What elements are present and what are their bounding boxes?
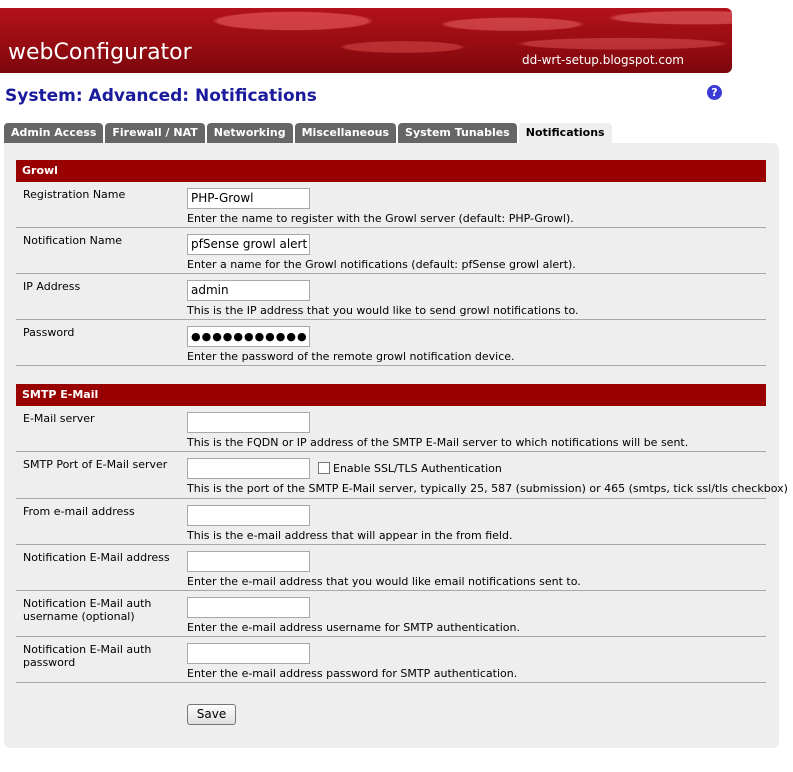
from-address-input[interactable]: [187, 505, 310, 526]
from-address-row: [16, 499, 766, 545]
smtp-port-row: [16, 452, 788, 499]
auth-password-input[interactable]: [187, 643, 310, 664]
smtp-section-header: SMTP E-Mail: [16, 384, 766, 406]
tab-miscellaneous[interactable]: Miscellaneous: [295, 123, 396, 143]
page-title: System: Advanced: Notifications: [5, 86, 317, 106]
ip-address-row: [16, 274, 766, 320]
ssl-tls-checkbox[interactable]: [318, 462, 330, 474]
registration-name-row: [16, 182, 766, 228]
registration-name-input[interactable]: PHP-Growl: [187, 188, 310, 209]
notification-email-input[interactable]: [187, 551, 310, 572]
notification-name-desc: Enter a name for the Growl notifications (default: pfSense growl alert).: [187, 258, 576, 271]
ip-address-label: IP Address: [23, 280, 81, 293]
tab-notifications[interactable]: Notifications: [519, 123, 612, 144]
ssl-tls-checkbox-label: Enable SSL/TLS Authentication: [333, 462, 502, 475]
auth-username-row: [16, 591, 766, 637]
smtp-port-label: SMTP Port of E-Mail server: [23, 458, 168, 471]
auth-username-desc: Enter the e-mail address username for SMTP authentication.: [187, 621, 520, 634]
growl-section-header: Growl: [16, 160, 766, 182]
notification-email-label: Notification E-Mail address: [23, 551, 170, 564]
tab-admin-access[interactable]: Admin Access: [4, 123, 103, 143]
smtp-port-desc: This is the port of the SMTP E-Mail server, typically 25, 587 (submission) or 465 (smtps, tick ssl/tls checkbox): [187, 482, 788, 495]
site-label: dd-wrt-setup.blogspot.com: [522, 53, 684, 67]
notification-name-label: Notification Name: [23, 234, 123, 247]
notification-email-row: [16, 545, 766, 591]
tab-system-tunables[interactable]: System Tunables: [398, 123, 517, 143]
save-button[interactable]: Save: [187, 704, 236, 725]
auth-password-row: [16, 637, 766, 683]
ip-address-input[interactable]: admin: [187, 280, 310, 301]
auth-password-desc: Enter the e-mail address password for SMTP authentication.: [187, 667, 518, 680]
email-server-row: [16, 406, 766, 452]
header-banner: [0, 8, 732, 73]
email-server-desc: This is the FQDN or IP address of the SMTP E-Mail server to which notifications will be sent.: [187, 436, 689, 449]
smtp-port-input[interactable]: [187, 458, 310, 479]
email-server-label: E-Mail server: [23, 412, 95, 425]
tab-networking[interactable]: Networking: [207, 123, 293, 143]
password-input[interactable]: ●●●●●●●●●●●: [187, 326, 310, 347]
password-desc: Enter the password of the remote growl notification device.: [187, 350, 515, 363]
help-icon[interactable]: ?: [707, 85, 722, 100]
email-server-input[interactable]: [187, 412, 310, 433]
registration-name-label: Registration Name: [23, 188, 126, 201]
auth-username-label: Notification E-Mail auth username (optional): [23, 597, 152, 623]
password-row: [16, 320, 766, 366]
tab-firewall-nat[interactable]: Firewall / NAT: [105, 123, 204, 143]
notification-name-input[interactable]: pfSense growl alert: [187, 234, 310, 255]
auth-password-label: Notification E-Mail auth password: [23, 643, 152, 669]
notification-email-desc: Enter the e-mail address that you would like email notifications sent to.: [187, 575, 581, 588]
content-panel: [4, 143, 788, 748]
ip-address-desc: This is the IP address that you would like to send growl notifications to.: [187, 304, 579, 317]
from-address-label: From e-mail address: [23, 505, 135, 518]
app-title: webConfigurator: [8, 40, 192, 65]
registration-name-desc: Enter the name to register with the Growl server (default: PHP-Growl).: [187, 212, 574, 225]
auth-username-input[interactable]: [187, 597, 310, 618]
from-address-desc: This is the e-mail address that will appear in the from field.: [187, 529, 513, 542]
notification-name-row: [16, 228, 766, 274]
password-label: Password: [23, 326, 75, 339]
tab-bar: [4, 123, 614, 143]
